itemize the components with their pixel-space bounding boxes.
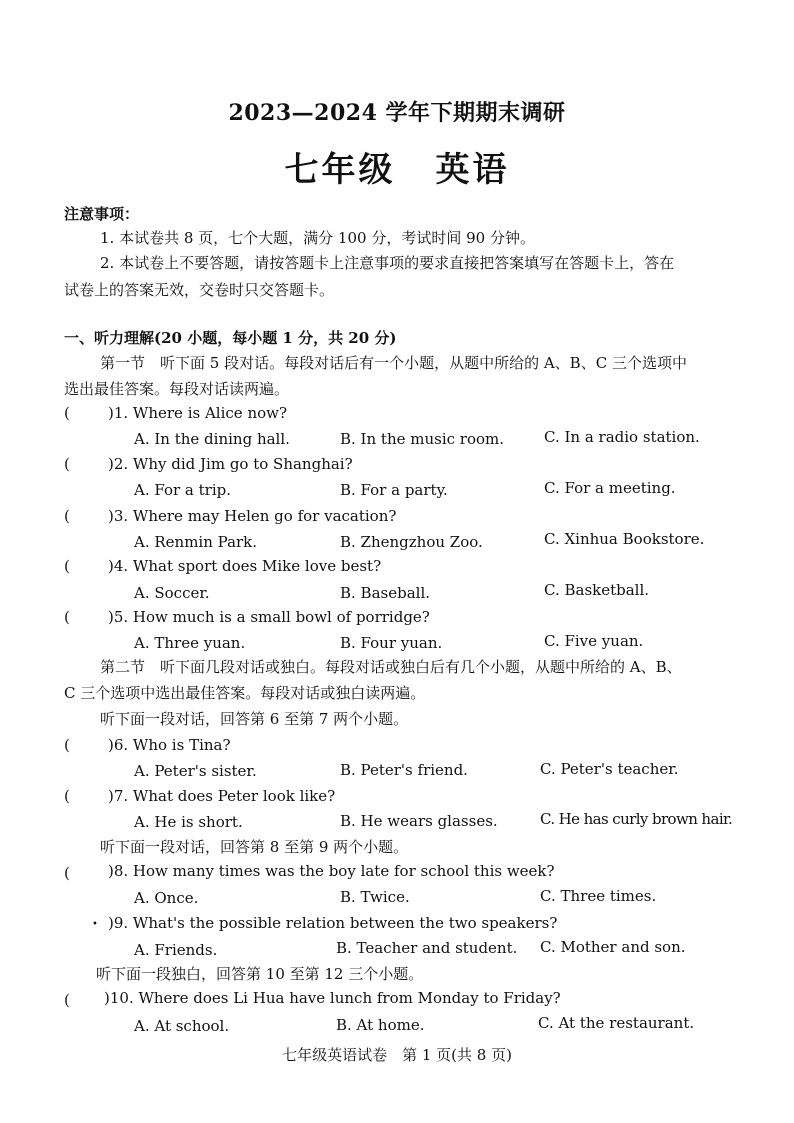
question-1: )1. Where is Alice now? xyxy=(108,404,288,422)
q10-option-a: A. At school. xyxy=(134,1017,230,1035)
q6-option-a: A. Peter's sister. xyxy=(134,762,257,780)
q6-option-c: C. Peter's teacher. xyxy=(540,760,679,778)
q6-option-b: B. Peter's friend. xyxy=(340,761,468,779)
page-footer: 七年级英语试卷 第 1 页(共 8 页) xyxy=(282,1046,512,1064)
q5-option-b: B. Four yuan. xyxy=(340,634,443,652)
question-8: )8. How many times was the boy late for school this week? xyxy=(108,862,555,880)
exam-title: 2023—2024 学年下期期末调研 xyxy=(228,100,566,126)
question-5: )5. How much is a small bowl of porridge? xyxy=(108,608,430,626)
notice-item-1: 1. 本试卷共 8 页，七个大题，满分 100 分，考试时间 90 分钟。 xyxy=(100,229,535,247)
dialog-6-7-instruction: 听下面一段对话，回答第 6 至第 7 两个小题。 xyxy=(100,710,409,728)
subject-label: 英语 xyxy=(435,150,510,190)
exam-subject-title xyxy=(0,142,794,191)
q10-option-b: B. At home. xyxy=(336,1016,425,1034)
notice-heading: 注意事项： xyxy=(64,205,140,223)
q3-option-c: C. Xinhua Bookstore. xyxy=(544,530,705,548)
answer-blank: ( xyxy=(64,991,70,1009)
q4-option-c: C. Basketball. xyxy=(544,581,650,599)
q8-option-a: A. Once. xyxy=(134,889,199,907)
answer-blank: ( xyxy=(64,864,70,882)
q5-option-a: A. Three yuan. xyxy=(134,634,246,652)
notice-item-2-line-2: 试卷上的答案无效，交卷时只交答题卡。 xyxy=(64,281,335,299)
q4-option-b: B. Baseball. xyxy=(340,584,431,602)
q1-option-a: A. In the dining hall. xyxy=(134,430,290,448)
q8-option-b: B. Twice. xyxy=(340,888,410,906)
q7-option-a: A. He is short. xyxy=(134,813,243,831)
q1-option-b: B. In the music room. xyxy=(340,430,505,448)
question-7: )7. What does Peter look like? xyxy=(108,787,336,805)
q10-option-c: C. At the restaurant. xyxy=(538,1014,695,1032)
question-6: )6. Who is Tina? xyxy=(108,736,231,754)
monologue-10-12-instruction: 听下面一段独白，回答第 10 至第 12 三个小题。 xyxy=(96,965,424,983)
q3-option-a: A. Renmin Park. xyxy=(134,533,258,551)
q5-option-c: C. Five yuan. xyxy=(544,632,644,650)
q7-option-c: C. He has curly brown hair. xyxy=(540,810,733,828)
q7-option-b: B. He wears glasses. xyxy=(340,812,498,830)
grade-label: 七年级 xyxy=(284,150,396,190)
question-9: )9. What's the possible relation between the two speakers? xyxy=(108,914,558,932)
section2-instruction-line-1: 第二节 听下面几段对话或独白。每段对话或独白后有几个小题，从题中所给的 A、B、 xyxy=(100,658,682,676)
q3-option-b: B. Zhengzhou Zoo. xyxy=(340,533,483,551)
q4-option-a: A. Soccer. xyxy=(134,584,210,602)
dialog-8-9-instruction: 听下面一段对话，回答第 8 至第 9 两个小题。 xyxy=(100,838,409,856)
section2-instruction-line-2: C 三个选项中选出最佳答案。每段对话或独白读两遍。 xyxy=(64,684,426,702)
answer-blank: ( xyxy=(64,507,70,525)
answer-blank: ( xyxy=(64,608,70,626)
answer-blank: ( xyxy=(64,736,70,754)
notice-item-2-line-1: 2. 本试卷上不要答题，请按答题卡上注意事项的要求直接把答案填写在答题卡上，答在 xyxy=(100,254,675,272)
q2-option-c: C. For a meeting. xyxy=(544,479,676,497)
part1-heading: 一、听力理解(20 小题，每小题 1 分，共 20 分) xyxy=(64,329,397,347)
answer-blank: • xyxy=(92,919,98,930)
question-10: )10. Where does Li Hua have lunch from Monday to Friday? xyxy=(104,989,561,1007)
answer-blank: ( xyxy=(64,787,70,805)
q9-option-a: A. Friends. xyxy=(134,941,218,959)
q1-option-c: C. In a radio station. xyxy=(544,428,700,446)
question-3: )3. Where may Helen go for vacation? xyxy=(108,507,397,525)
question-2: )2. Why did Jim go to Shanghai? xyxy=(108,455,353,473)
answer-blank: ( xyxy=(64,455,70,473)
q9-option-b: B. Teacher and student. xyxy=(336,939,518,957)
section1-instruction-line-1: 第一节 听下面 5 段对话。每段对话后有一个小题，从题中所给的 A、B、C 三个选项中 xyxy=(100,354,687,372)
question-4: )4. What sport does Mike love best? xyxy=(108,557,382,575)
answer-blank: ( xyxy=(64,404,70,422)
q9-option-c: C. Mother and son. xyxy=(540,938,686,956)
q8-option-c: C. Three times. xyxy=(540,887,657,905)
q2-option-b: B. For a party. xyxy=(340,481,448,499)
q2-option-a: A. For a trip. xyxy=(134,481,232,499)
answer-blank: ( xyxy=(64,557,70,575)
section1-instruction-line-2: 选出最佳答案。每段对话读两遍。 xyxy=(64,380,290,398)
